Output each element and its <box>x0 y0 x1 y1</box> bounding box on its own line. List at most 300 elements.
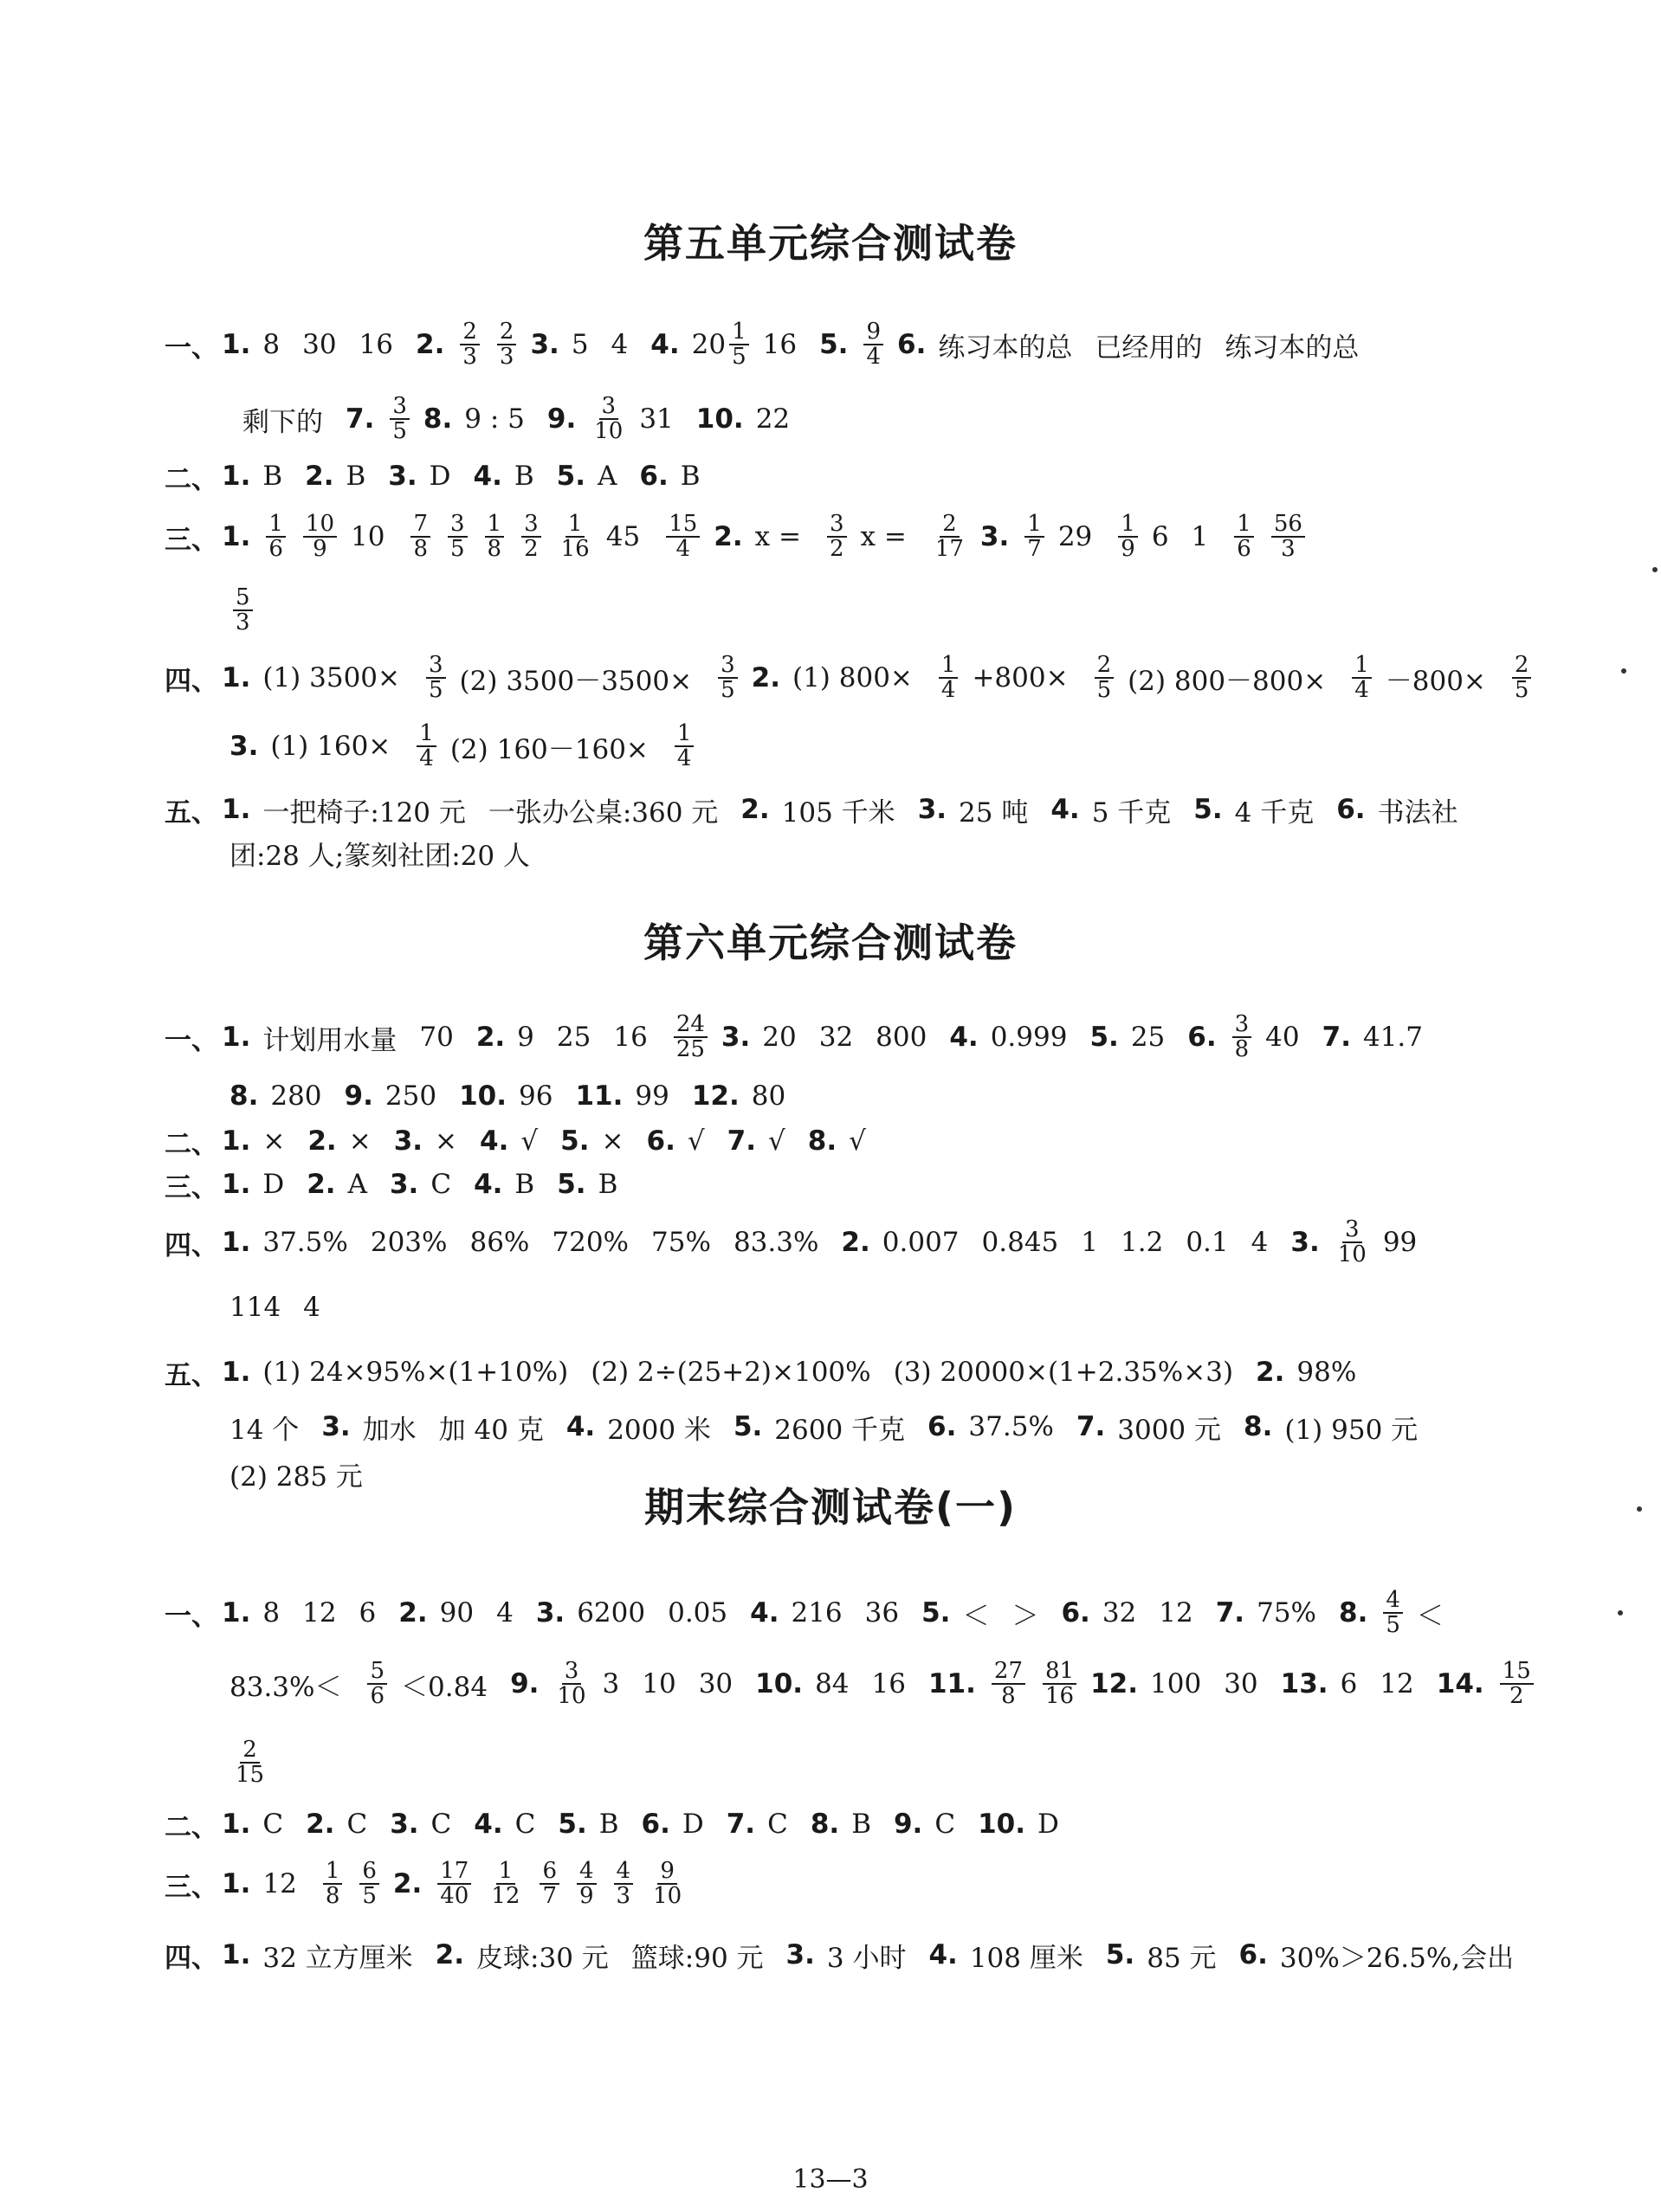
answer-text: 12 <box>302 1597 337 1628</box>
answer-text: D <box>682 1809 704 1840</box>
answer-text: (3) 20000×(1+2.35%×3) <box>893 1357 1234 1388</box>
answer-line <box>229 1281 1505 1333</box>
item-number: 4. <box>750 1597 779 1628</box>
answer-text: 3 小时 <box>826 1942 907 1974</box>
item-number: 2. <box>416 329 445 360</box>
answer-text: x = <box>860 521 907 552</box>
answer-text: 100 <box>1150 1668 1202 1699</box>
fraction-body <box>233 1738 267 1788</box>
fraction-body <box>933 510 966 562</box>
answer-text: √ <box>849 1125 866 1157</box>
denominator: 7 <box>542 1883 557 1909</box>
fraction-body <box>718 651 738 703</box>
denominator: 25 <box>675 1036 705 1062</box>
item-number: 1. <box>222 1022 251 1053</box>
denominator: 4 <box>675 536 690 562</box>
answer-text: B <box>598 1169 618 1200</box>
answer-text: 40 <box>1265 1022 1300 1053</box>
answer-text: D <box>429 461 451 492</box>
answer-text: B <box>680 461 701 492</box>
numerator: 3 <box>562 1660 582 1685</box>
denominator: 9 <box>1121 536 1135 562</box>
fraction <box>670 1010 711 1062</box>
answer-text: 37.5% <box>262 1227 348 1258</box>
item-number: 9. <box>344 1080 373 1112</box>
item-number: 8. <box>1339 1597 1368 1628</box>
fraction <box>356 1857 383 1909</box>
section-number: 一、 <box>165 1600 218 1632</box>
answer-text: × <box>435 1125 458 1157</box>
fraction <box>935 651 962 703</box>
numerator: 1 <box>566 513 585 538</box>
item-number: 6. <box>646 1125 675 1157</box>
numerator: 6 <box>359 1860 379 1885</box>
denominator: 4 <box>676 745 692 771</box>
item-number: 3. <box>917 794 947 825</box>
item-number: 4. <box>928 1939 958 1970</box>
numerator: 1 <box>496 1860 516 1885</box>
section-number: 二、 <box>165 463 218 495</box>
item-number: 2. <box>307 1125 337 1157</box>
numerator: 15 <box>1500 1660 1534 1685</box>
numerator: 1 <box>266 513 286 538</box>
answer-text: √ <box>687 1125 705 1157</box>
answer-text: 84 <box>815 1668 850 1699</box>
item-number: 3. <box>721 1022 751 1053</box>
numerator: 1 <box>729 320 749 345</box>
answer-text: × <box>262 1125 286 1157</box>
fraction-body <box>1352 651 1372 703</box>
fraction-body <box>497 320 517 370</box>
section-number: 一、 <box>165 1024 218 1056</box>
fraction <box>262 510 289 562</box>
fraction-body <box>266 510 286 562</box>
answer-text: 90 <box>439 1597 475 1628</box>
denominator: 9 <box>313 536 327 562</box>
denominator: 2 <box>524 536 539 562</box>
section-number: 四、 <box>165 665 218 697</box>
fraction <box>573 1857 600 1909</box>
item-number: 3. <box>229 731 259 762</box>
denominator: 5 <box>392 418 407 444</box>
answer-text: ＞ <box>1011 1600 1039 1632</box>
answer-text: ＜ <box>962 1600 990 1632</box>
section-number: 四、 <box>165 1229 218 1261</box>
item-number: 5. <box>1193 794 1223 825</box>
item-number: 1. <box>222 1227 251 1258</box>
denominator: 5 <box>429 677 443 703</box>
answer-text: 练习本的总 <box>1225 332 1360 364</box>
numerator: 3 <box>426 654 446 679</box>
section-title: 第五单元综合测试卷 <box>643 220 1018 267</box>
item-number: 1. <box>222 794 251 825</box>
fraction-body <box>1234 510 1254 562</box>
answer-text: B <box>346 461 366 492</box>
fraction-body <box>1024 510 1044 562</box>
answer-line <box>165 1798 1505 1850</box>
answer-text: 16 <box>871 1668 906 1699</box>
answer-text: 30 <box>1224 1668 1258 1699</box>
section-number: 五、 <box>165 796 218 829</box>
answer-text: 已经用的 <box>1095 332 1203 364</box>
fraction <box>662 510 703 562</box>
numerator: 81 <box>1043 1660 1076 1685</box>
answer-text: 10 <box>351 521 385 552</box>
answer-text: 280 <box>270 1080 322 1112</box>
answer-text: (1) 24×95%×(1+10%) <box>262 1357 569 1388</box>
fraction <box>1231 510 1257 562</box>
answer-text: 8 <box>262 1597 281 1628</box>
item-number: 3. <box>390 1809 419 1840</box>
item-number: 3. <box>393 1125 423 1157</box>
fraction <box>611 1857 637 1909</box>
answer-text: 80 <box>751 1080 786 1112</box>
answer-text: 32 <box>1102 1597 1137 1628</box>
fraction <box>1039 1657 1080 1709</box>
answer-text: 6200 <box>577 1597 646 1628</box>
section-number: 三、 <box>165 1171 218 1203</box>
answer-text: 皮球:30 元 <box>476 1942 609 1974</box>
answer-text: 99 <box>635 1080 669 1112</box>
item-number: 2. <box>398 1597 428 1628</box>
answer-text: 96 <box>518 1080 553 1112</box>
item-number: 4. <box>566 1411 596 1442</box>
fraction <box>494 320 520 370</box>
answer-line <box>165 1216 1505 1268</box>
answer-text: B <box>514 1169 535 1200</box>
fraction-body <box>460 320 480 370</box>
fraction-body <box>1500 1657 1534 1709</box>
answer-text: 31 <box>639 403 674 435</box>
denominator: 4 <box>940 677 956 703</box>
denominator: 10 <box>1337 1241 1367 1267</box>
answer-text: 800 <box>876 1022 927 1053</box>
denominator: 16 <box>1045 1683 1075 1709</box>
section-title: 期末综合测试卷(一) <box>643 1484 1018 1531</box>
answer-text: × <box>601 1125 624 1157</box>
answer-line <box>229 584 1505 636</box>
denominator: 3 <box>462 344 477 370</box>
item-number: 6. <box>1336 794 1366 825</box>
answer-line <box>229 1401 1505 1453</box>
item-number: 1. <box>222 521 251 552</box>
answer-text: 0.1 <box>1186 1227 1229 1258</box>
answer-line <box>165 1858 1505 1910</box>
answer-line <box>165 450 1505 502</box>
item-number: 2. <box>392 1868 423 1899</box>
answer-text: 83.3% <box>733 1227 819 1258</box>
fraction <box>1091 651 1118 703</box>
answer-text: 114 <box>229 1292 281 1323</box>
fraction-body <box>577 1857 597 1909</box>
item-number: 4. <box>474 1809 503 1840</box>
answer-text: 98% <box>1296 1357 1357 1388</box>
item-number: 5. <box>1105 1939 1135 1970</box>
item-number: 4. <box>474 1169 503 1200</box>
answer-text: 4 <box>496 1597 514 1628</box>
answer-text: 计划用水量 <box>262 1024 397 1056</box>
numerator: 4 <box>577 1860 597 1885</box>
item-number: 6. <box>927 1411 957 1442</box>
denominator: 7 <box>1027 536 1042 562</box>
answer-text: 36 <box>864 1597 900 1628</box>
answer-line <box>229 827 1505 879</box>
denominator: 5 <box>1096 677 1112 703</box>
whole-part: 20 <box>691 329 727 360</box>
fraction <box>1229 1010 1256 1062</box>
answer-text: 32 立方厘米 <box>262 1942 413 1974</box>
answer-text: 3000 元 <box>1117 1414 1221 1446</box>
answer-text: 9 : 5 <box>464 403 525 435</box>
denominator: 3 <box>1281 536 1296 562</box>
answer-text: B <box>514 461 534 492</box>
fraction-body <box>554 1657 588 1709</box>
answer-text: 41.7 <box>1362 1022 1424 1053</box>
fraction <box>1496 1657 1537 1709</box>
fraction <box>456 320 483 370</box>
fraction-body <box>303 510 337 562</box>
item-number: 8. <box>229 1080 259 1112</box>
fraction <box>647 1857 688 1909</box>
item-number: 9. <box>546 403 577 435</box>
answer-text: －800× <box>1385 665 1486 697</box>
numerator: 15 <box>666 513 700 538</box>
numerator: 3 <box>718 654 738 679</box>
answer-text: 12 <box>1159 1597 1193 1628</box>
fraction-body <box>1095 651 1115 703</box>
answer-line <box>165 1346 1505 1398</box>
denominator: 5 <box>1386 1612 1400 1638</box>
item-number: 1. <box>222 1868 251 1899</box>
fraction <box>320 1857 346 1909</box>
numerator: 4 <box>614 1860 634 1885</box>
fraction <box>481 510 508 562</box>
numerator: 1 <box>1118 513 1138 538</box>
answer-text: D <box>262 1169 285 1200</box>
numerator: 10 <box>303 513 337 538</box>
denominator: 6 <box>1237 536 1251 562</box>
fraction-body <box>614 1857 634 1909</box>
answer-text: 12 <box>1380 1668 1414 1699</box>
answer-text: 30 <box>302 329 337 360</box>
fraction-body <box>863 320 883 370</box>
fraction <box>1115 510 1141 562</box>
answer-text: C <box>934 1809 956 1840</box>
denominator: 4 <box>866 344 881 370</box>
numerator: 1 <box>939 654 959 679</box>
item-number: 3. <box>388 461 417 492</box>
answer-text: 0.845 <box>981 1227 1059 1258</box>
answer-line <box>165 1929 1515 1981</box>
answer-text: 团:28 人;篆刻社团:20 人 <box>229 840 530 872</box>
fraction-body <box>1335 1218 1369 1267</box>
answer-line <box>229 1737 1505 1789</box>
fraction-body <box>323 1857 343 1909</box>
fraction <box>929 510 970 562</box>
answer-text: 6 <box>1151 521 1169 552</box>
answer-text: 0.007 <box>882 1227 960 1258</box>
section-number: 五、 <box>165 1359 218 1391</box>
item-number: 1. <box>222 1597 251 1628</box>
numerator: 9 <box>657 1860 677 1885</box>
numerator: 1 <box>485 513 505 538</box>
fraction <box>555 510 596 562</box>
answer-text: 1.2 <box>1121 1227 1164 1258</box>
answer-text: 32 <box>818 1022 854 1053</box>
numerator: 56 <box>1271 513 1305 538</box>
denominator: 17 <box>934 536 964 562</box>
denominator: 9 <box>579 1883 594 1909</box>
answer-line <box>229 1657 1531 1710</box>
fraction <box>860 320 887 370</box>
numerator: 4 <box>1383 1589 1403 1614</box>
answer-line <box>165 1011 1505 1063</box>
item-number: 1. <box>222 1809 251 1840</box>
fraction <box>434 1857 475 1909</box>
fraction <box>1380 1586 1406 1638</box>
denominator: 5 <box>732 344 746 370</box>
numerator: 5 <box>233 586 253 611</box>
item-number: 8. <box>810 1809 840 1840</box>
page-number: 13—3 <box>792 2164 869 2195</box>
answer-text: 一张办公桌:360 元 <box>488 796 719 829</box>
item-number: 12. <box>1090 1668 1139 1699</box>
numerator: 1 <box>675 722 695 747</box>
fraction <box>1332 1218 1373 1267</box>
answer-text: 10 <box>642 1668 676 1699</box>
answer-text: 3 <box>602 1668 620 1699</box>
answer-text: 16 <box>613 1022 648 1053</box>
fraction <box>300 510 340 562</box>
answer-text: (2) 160－160× <box>449 733 649 765</box>
answer-text: 37.5% <box>968 1411 1054 1442</box>
item-number: 6. <box>1238 1939 1268 1970</box>
fraction <box>1509 651 1535 703</box>
item-number: 2. <box>475 1022 506 1053</box>
answer-text: 6 <box>1340 1668 1358 1699</box>
numerator: 2 <box>1512 654 1532 679</box>
item-number: 3. <box>785 1939 815 1970</box>
denominator: 8 <box>1001 1683 1016 1709</box>
fraction <box>588 392 629 444</box>
answer-text: 5 <box>571 329 589 360</box>
answer-text: C <box>430 1809 452 1840</box>
item-number: 7. <box>727 1125 756 1157</box>
fraction-body <box>437 1857 471 1909</box>
fraction <box>413 719 440 771</box>
numerator: 3 <box>599 395 619 420</box>
denominator: 15 <box>236 1762 265 1788</box>
fraction <box>988 1657 1029 1709</box>
fraction-body <box>827 510 847 562</box>
item-number: 10. <box>755 1668 804 1699</box>
fraction <box>714 651 741 703</box>
answer-text: 4 <box>303 1292 320 1323</box>
answer-text: 16 <box>762 329 798 360</box>
item-number: 5. <box>557 1169 586 1200</box>
denominator: 8 <box>413 536 428 562</box>
answer-text: 105 千米 <box>781 796 895 829</box>
answer-text: 14 个 <box>229 1414 300 1446</box>
item-number: 8. <box>1244 1411 1273 1442</box>
answer-text: B <box>851 1809 871 1840</box>
item-number: 5. <box>921 1597 951 1628</box>
item-number: 6. <box>639 461 669 492</box>
numerator: 3 <box>390 395 410 420</box>
item-number: 3. <box>979 521 1010 552</box>
fraction <box>444 510 471 562</box>
answer-text: 8 <box>262 329 281 360</box>
answer-text: B <box>598 1809 619 1840</box>
fraction <box>518 510 545 562</box>
item-number: 2. <box>751 662 780 693</box>
denominator: 10 <box>557 1683 586 1709</box>
answer-text: 练习本的总 <box>938 332 1073 364</box>
fraction <box>364 1657 391 1709</box>
item-number: 11. <box>575 1080 624 1112</box>
denominator: 6 <box>370 1683 385 1709</box>
answer-line <box>229 1070 1505 1122</box>
item-number: 7. <box>726 1809 756 1840</box>
fraction-body <box>939 651 959 703</box>
item-number: 7. <box>346 403 375 435</box>
answer-text: 25 <box>1130 1022 1166 1053</box>
answer-text: 720% <box>552 1227 630 1258</box>
numerator: 24 <box>674 1013 708 1038</box>
numerator: 1 <box>1352 654 1372 679</box>
numerator: 2 <box>940 513 960 538</box>
answer-text: (1) 950 元 <box>1284 1414 1419 1446</box>
denominator: 2 <box>829 536 844 562</box>
item-number: 10. <box>695 403 744 435</box>
item-number: 1. <box>222 662 251 693</box>
answer-text: 加水 <box>362 1414 417 1446</box>
fraction <box>423 651 449 703</box>
numerator: 27 <box>992 1660 1025 1685</box>
answer-text: 剩下的 <box>242 406 323 438</box>
fraction-body <box>729 320 749 370</box>
numerator: 17 <box>437 1860 471 1885</box>
denominator: 3 <box>236 609 250 635</box>
fraction-body <box>650 1857 684 1909</box>
answer-text: C <box>514 1809 536 1840</box>
item-number: 1. <box>222 1939 251 1970</box>
item-number: 6. <box>1061 1597 1090 1628</box>
answer-text: 4 <box>611 329 629 360</box>
answer-line <box>165 1158 1505 1210</box>
answer-text: 250 <box>385 1080 437 1112</box>
denominator: 4 <box>1354 677 1369 703</box>
fraction-body <box>485 510 505 562</box>
answer-text: (1) 800× <box>792 662 913 693</box>
answer-text: 75% <box>1257 1597 1316 1628</box>
answer-text: 一把椅子:120 元 <box>262 796 466 829</box>
denominator: 8 <box>325 1883 340 1909</box>
denominator: 4 <box>419 745 434 771</box>
numerator: 6 <box>540 1860 559 1885</box>
answer-text: 75% <box>651 1227 711 1258</box>
item-number: 2. <box>841 1227 870 1258</box>
item-number: 2. <box>1256 1357 1285 1388</box>
answer-text: 45 <box>605 521 641 552</box>
item-number: 3. <box>321 1411 351 1442</box>
numerator: 2 <box>460 320 480 345</box>
answer-text: A <box>347 1169 367 1200</box>
fraction-body <box>1512 651 1532 703</box>
item-number: 7. <box>1076 1411 1106 1442</box>
answer-line <box>242 393 1505 445</box>
item-number: 1. <box>222 1169 251 1200</box>
